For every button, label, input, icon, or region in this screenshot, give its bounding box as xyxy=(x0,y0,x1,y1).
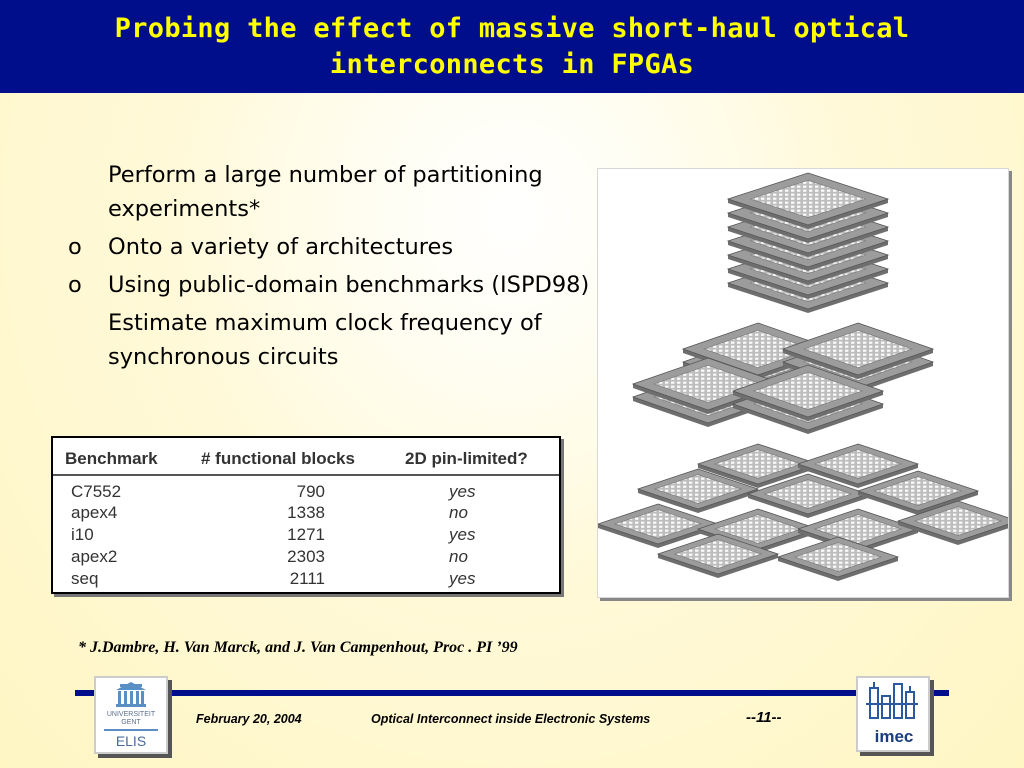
logo-text-gent: GENT xyxy=(121,719,141,726)
footer-rule xyxy=(75,690,949,696)
footnote: * J.Dambre, H. Van Marck, and J. Van Campenhout, Proc . PI ’99 xyxy=(78,639,518,656)
header-functional-blocks: # functional blocks xyxy=(201,449,355,468)
logo-text-universiteit: UNIVERSITEIT xyxy=(106,711,156,718)
bullet-marker: o xyxy=(68,234,82,260)
cell-benchmark: seq xyxy=(71,569,99,588)
cell-benchmark: C7552 xyxy=(71,482,122,501)
footer-date: February 20, 2004 xyxy=(196,712,302,726)
header-pin-limited: 2D pin-limited? xyxy=(405,449,528,468)
bullet-item xyxy=(68,230,598,264)
cell-benchmark: apex2 xyxy=(71,547,118,566)
bullet-marker: o xyxy=(68,272,82,298)
cell-benchmark: i10 xyxy=(71,525,94,544)
bullet-text: Perform a large number of partitioning experiments* xyxy=(108,162,543,222)
table-row xyxy=(53,569,559,591)
bullet-item xyxy=(68,158,598,226)
bullet-list xyxy=(68,158,598,374)
bullet-item xyxy=(68,268,598,302)
table-row xyxy=(53,547,559,569)
bullet-text: Using public-domain benchmarks (ISPD98) xyxy=(108,272,590,298)
benchmark-table xyxy=(51,436,561,594)
cell-blocks: 2111 xyxy=(289,569,325,588)
cell-blocks: 1338 xyxy=(287,503,325,522)
cell-benchmark: apex4 xyxy=(71,503,118,522)
cell-pin-limited: no xyxy=(449,547,468,566)
slide-title: Probing the effect of massive short-haul optical interconnects in FPGAs xyxy=(114,12,910,80)
table-row xyxy=(53,503,559,525)
cell-pin-limited: yes xyxy=(449,525,476,544)
footer-subject: Optical Interconnect inside Electronic Systems xyxy=(371,712,651,726)
cell-pin-limited: yes xyxy=(449,482,476,501)
title-bar xyxy=(0,0,1024,93)
cell-blocks: 2303 xyxy=(287,547,325,566)
fpga-stack-illustration xyxy=(597,168,1009,598)
cell-pin-limited: yes xyxy=(449,569,476,588)
cell-blocks: 1271 xyxy=(287,525,325,544)
table-header xyxy=(53,438,559,476)
cell-blocks: 790 xyxy=(296,482,325,501)
logo-text-elis: ELIS xyxy=(115,733,147,749)
table-row xyxy=(53,482,559,504)
bullet-text: Onto a variety of architectures xyxy=(108,234,454,260)
imec-logo xyxy=(856,676,930,752)
page-number: --11-- xyxy=(746,709,782,726)
header-benchmark: Benchmark xyxy=(65,449,158,468)
bullet-item xyxy=(68,306,598,374)
cell-pin-limited: no xyxy=(449,503,468,522)
logo-text-imec: imec xyxy=(874,727,914,746)
chip-layers-figure xyxy=(598,169,1008,597)
bullet-text: Estimate maximum clock frequency of synchronous circuits xyxy=(108,310,542,370)
ugent-elis-logo xyxy=(94,676,168,754)
table-row xyxy=(53,525,559,547)
